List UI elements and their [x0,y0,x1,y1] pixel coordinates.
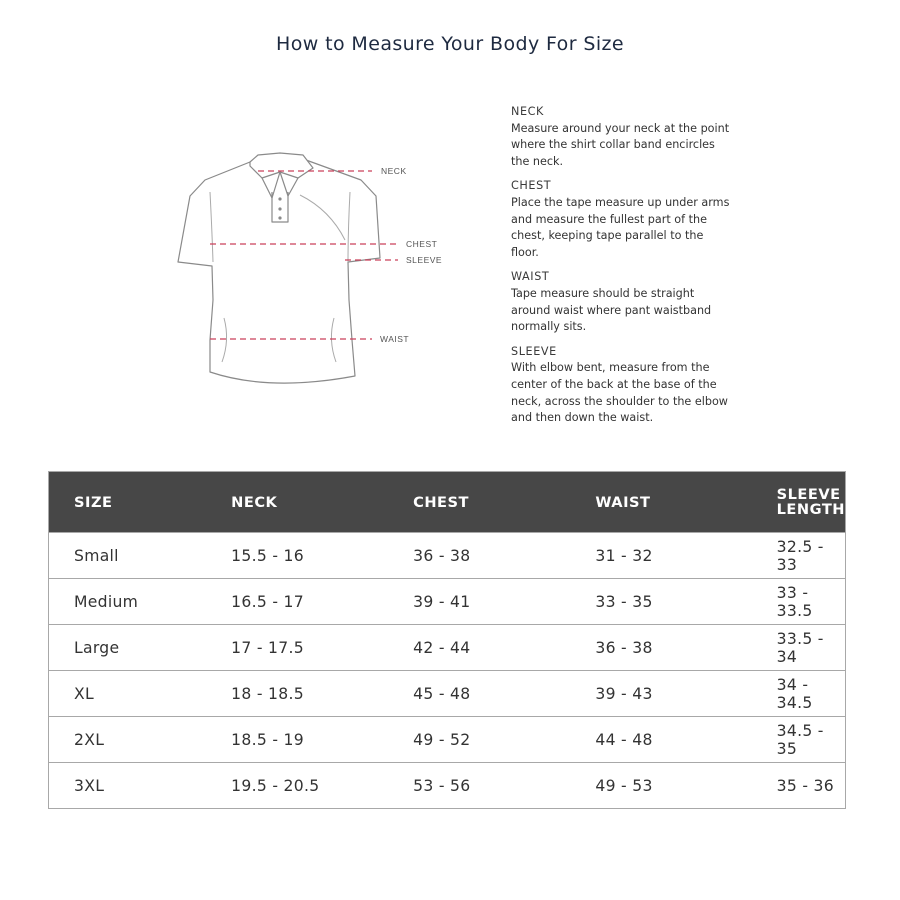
neck-cell: 18.5 - 19 [206,717,388,763]
measure-guide [511,104,731,435]
sleeve-cell: 35 - 36 [752,763,846,809]
waist-guide [511,269,731,335]
guide-text: Place the tape measure up under arms and measure the fullest part of the chest, keeping tape parallel to the floor. [511,195,730,259]
waist-cell: 39 - 43 [570,671,751,717]
guide-heading: SLEEVE [511,344,557,358]
guide-text: With elbow bent, measure from the center of the back at the base of the neck, across the shoulder to the elbow and then down the waist. [511,361,728,425]
guide-text: Measure around your neck at the point where the shirt collar band encircles the neck. [511,121,730,168]
chest-label: CHEST [406,239,438,249]
chest-cell: 39 - 41 [388,579,570,625]
chest-cell: 42 - 44 [388,625,570,671]
neck-cell: 19.5 - 20.5 [206,763,388,809]
size-cell: Large [49,625,207,671]
chest-guide [511,178,731,261]
size-cell: Medium [49,579,207,625]
table-row [49,671,846,717]
header-sleeve-line2: LENGTH [776,501,845,518]
size-cell: Small [49,533,207,579]
waist-cell: 44 - 48 [570,717,751,763]
chest-cell: 49 - 52 [388,717,570,763]
sleeve-guide [511,344,731,427]
table-row [49,717,846,763]
page-title: How to Measure Your Body For Size [276,33,624,55]
size-cell: XL [49,671,207,717]
neck-cell: 16.5 - 17 [206,579,388,625]
guide-heading: WAIST [511,270,550,284]
header-chest: CHEST [388,472,570,533]
header-size: SIZE [49,472,207,533]
sleeve-cell: 34 - 34.5 [752,671,846,717]
table-row [49,625,846,671]
sleeve-cell: 33.5 - 34 [752,625,846,671]
neck-label: NECK [381,166,407,176]
neck-cell: 18 - 18.5 [206,671,388,717]
shirt-diagram [170,150,450,395]
neck-cell: 15.5 - 16 [206,533,388,579]
waist-cell: 31 - 32 [570,533,751,579]
waist-cell: 36 - 38 [570,625,751,671]
size-cell: 3XL [49,763,207,809]
waist-label: WAIST [380,334,410,344]
chest-cell: 45 - 48 [388,671,570,717]
guide-heading: CHEST [511,179,552,193]
table-header-row [49,472,846,533]
sleeve-cell: 34.5 - 35 [752,717,846,763]
size-chart-table [48,471,846,809]
chest-cell: 36 - 38 [388,533,570,579]
waist-cell: 49 - 53 [570,763,751,809]
header-neck: NECK [206,472,388,533]
sleeve-cell: 32.5 - 33 [752,533,846,579]
guide-text: Tape measure should be straight around waist where pant waistband normally sits. [511,286,712,334]
neck-guide [511,104,731,170]
chest-cell: 53 - 56 [388,763,570,809]
table-row [49,763,846,809]
header-waist: WAIST [570,472,751,533]
neck-cell: 17 - 17.5 [206,625,388,671]
table-row [49,533,846,579]
guide-heading: NECK [511,105,544,118]
table-row [49,579,846,625]
header-sleeve-line1: SLEEVE [776,486,841,503]
sleeve-cell: 33 - 33.5 [752,579,846,625]
waist-cell: 33 - 35 [570,579,751,625]
sleeve-label: SLEEVE [406,255,443,265]
header-sleeve-length [752,472,846,533]
size-cell: 2XL [49,717,207,763]
